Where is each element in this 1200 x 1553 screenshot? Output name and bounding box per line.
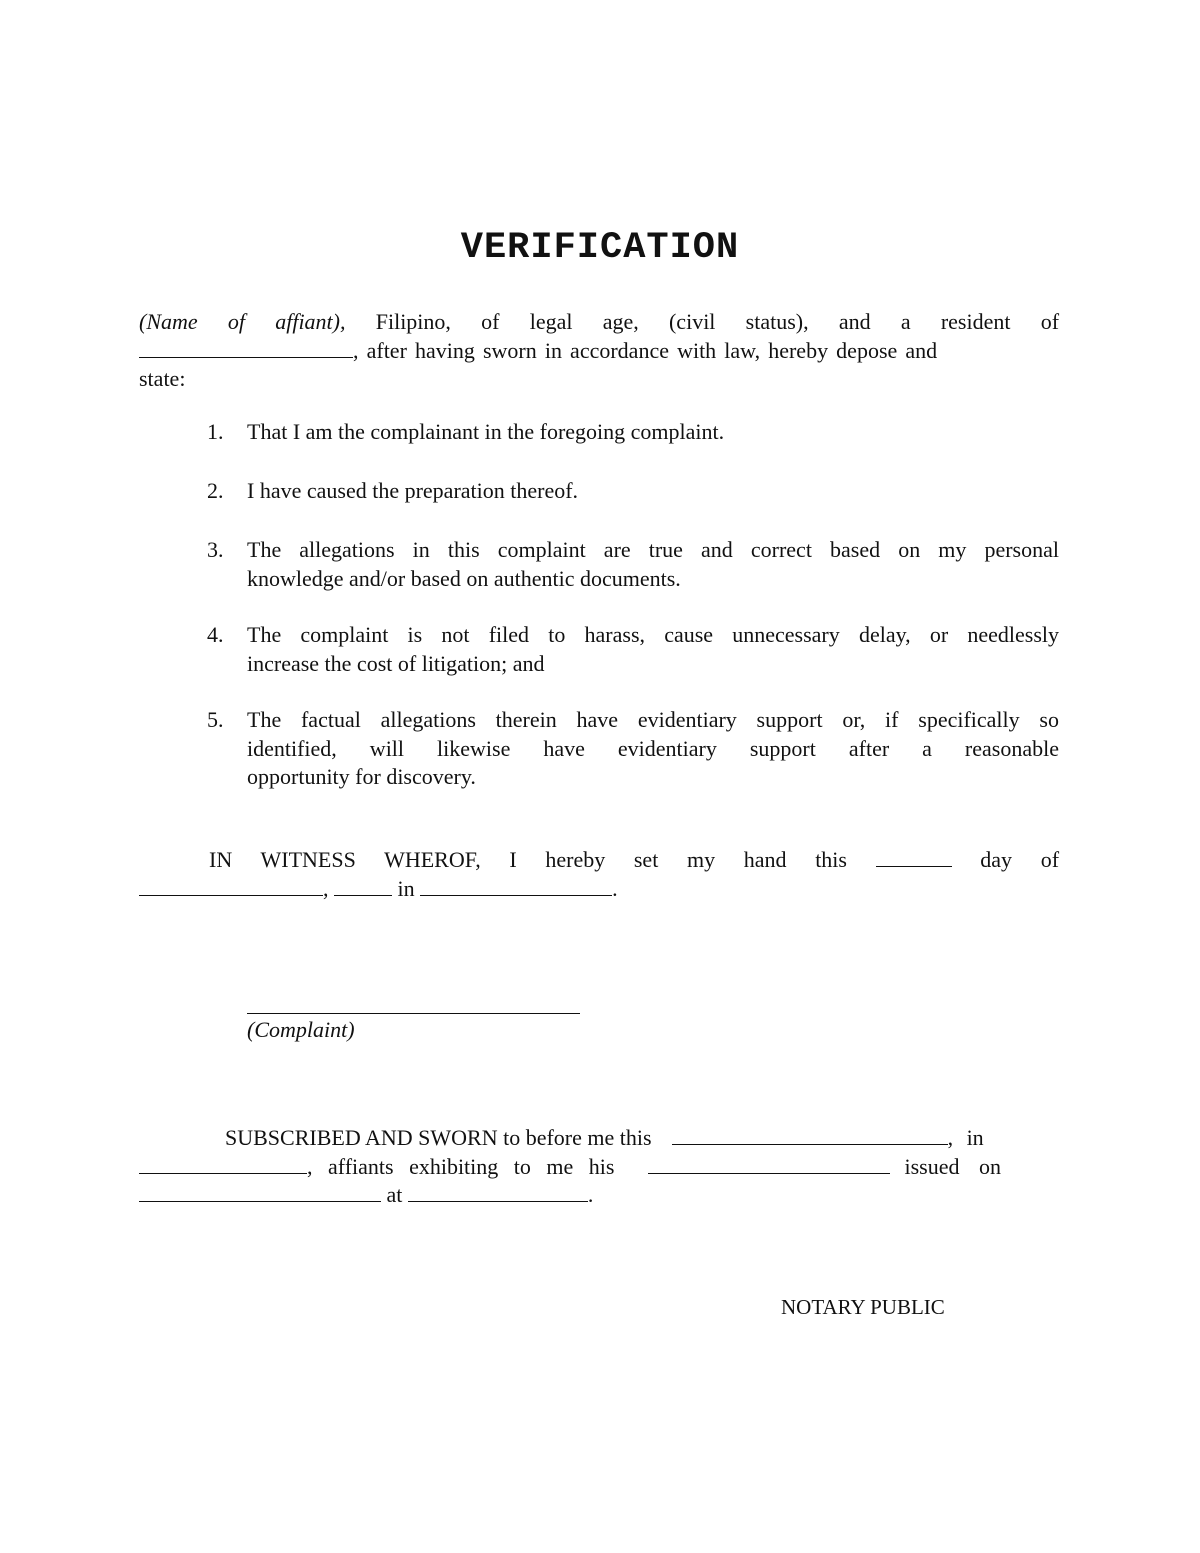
list-item-text [247, 477, 1059, 506]
subscribed-at: at [386, 1182, 403, 1207]
intro-line-3: state: [139, 366, 186, 391]
list-item-number: 4. [207, 622, 224, 647]
intro-paragraph [139, 308, 1059, 394]
intro-word: resident [940, 309, 1011, 334]
list-item-text [247, 621, 1059, 678]
witness-in: in [397, 875, 415, 901]
witness-word: hand [743, 847, 787, 872]
intro-word: legal [529, 309, 573, 334]
witness-word: WHEROF, [384, 847, 481, 872]
intro-word: Filipino, [375, 309, 451, 334]
witness-word: WITNESS [260, 847, 356, 872]
list-item-text [247, 418, 1059, 447]
subscribed-in: , in [947, 1125, 984, 1150]
day-blank [876, 848, 952, 867]
witness-word: I [509, 847, 517, 872]
list-item-line: The complaint is not filed to harass, cause unnecessary delay, or needlessly [247, 622, 1059, 647]
month-blank [139, 877, 323, 896]
witness-word: day [980, 847, 1013, 872]
subscribed-text: issued on [904, 1153, 1001, 1179]
list-item-text [247, 536, 1059, 593]
list-item-line: opportunity for discovery. [247, 764, 476, 789]
list-item-text [247, 706, 1059, 792]
list-item-line: identified, will likewise have evidentiary support after a reasonable [247, 735, 1059, 761]
notary-public-label: NOTARY PUBLIC [781, 1295, 945, 1319]
subscribed-text: SUBSCRIBED AND SWORN to before me this [225, 1125, 652, 1150]
list-item-number: 1. [207, 419, 224, 444]
subscribed-text: , affiants exhibiting to me his [307, 1153, 615, 1179]
list-item-line: The factual allegations therein have evidentiary support or, if specifically so [247, 707, 1059, 732]
witness-word: of [1040, 847, 1060, 872]
subscribed-line-1 [139, 1124, 1059, 1153]
witness-paragraph [139, 846, 1059, 903]
subscribed-line-3 [139, 1181, 1059, 1210]
witness-comma: , [323, 875, 329, 901]
sworn-date-blank [672, 1126, 948, 1145]
list-item-line: I have caused the preparation thereof. [247, 478, 579, 503]
intro-word: age, [602, 309, 639, 334]
list-item-line: increase the cost of litigation; and [247, 650, 545, 676]
signature-line [247, 1013, 580, 1014]
witness-word: hereby [545, 847, 606, 872]
subscribed-line-2 [139, 1153, 1059, 1182]
list-item-number: 2. [207, 478, 224, 503]
witness-line-1 [139, 846, 1059, 875]
intro-word: of [1040, 309, 1060, 334]
intro-word: a [900, 309, 911, 334]
signature-caption: (Complaint) [247, 1017, 355, 1042]
residence-blank [139, 339, 353, 358]
list-item-line: knowledge and/or based on authentic documents. [247, 565, 681, 591]
issue-date-blank [139, 1183, 381, 1202]
intro-line-1 [139, 308, 1059, 337]
witness-period: . [612, 875, 618, 901]
intro-line-2 [139, 337, 1059, 366]
place-blank [420, 877, 612, 896]
intro-word: of [481, 309, 500, 334]
subscribed-paragraph [139, 1124, 1059, 1210]
id-blank [648, 1155, 890, 1174]
list-item-number: 5. [207, 707, 224, 732]
witness-word: this [815, 847, 847, 872]
issue-place-blank [408, 1183, 588, 1202]
intro-word: (civil [668, 309, 716, 334]
witness-word: set [633, 847, 659, 872]
document-title: VERIFICATION [460, 227, 740, 269]
affiant-name-placeholder: (Name of affiant), [139, 309, 346, 334]
list-item-line: The allegations in this complaint are true and correct based on my personal [247, 537, 1059, 562]
year-blank [334, 877, 392, 896]
intro-word: and [838, 309, 871, 334]
intro-word: status), [745, 309, 809, 334]
intro-line-2-text: , after having sworn in accordance with law, hereby depose and [353, 337, 938, 363]
sworn-place-blank [139, 1155, 307, 1174]
witness-word: IN [209, 847, 233, 872]
subscribed-period: . [587, 1182, 594, 1207]
witness-line-2 [139, 875, 1059, 904]
list-item-line: That I am the complainant in the foregoing complaint. [247, 419, 725, 444]
witness-word: my [686, 847, 716, 872]
list-item-number: 3. [207, 537, 224, 562]
